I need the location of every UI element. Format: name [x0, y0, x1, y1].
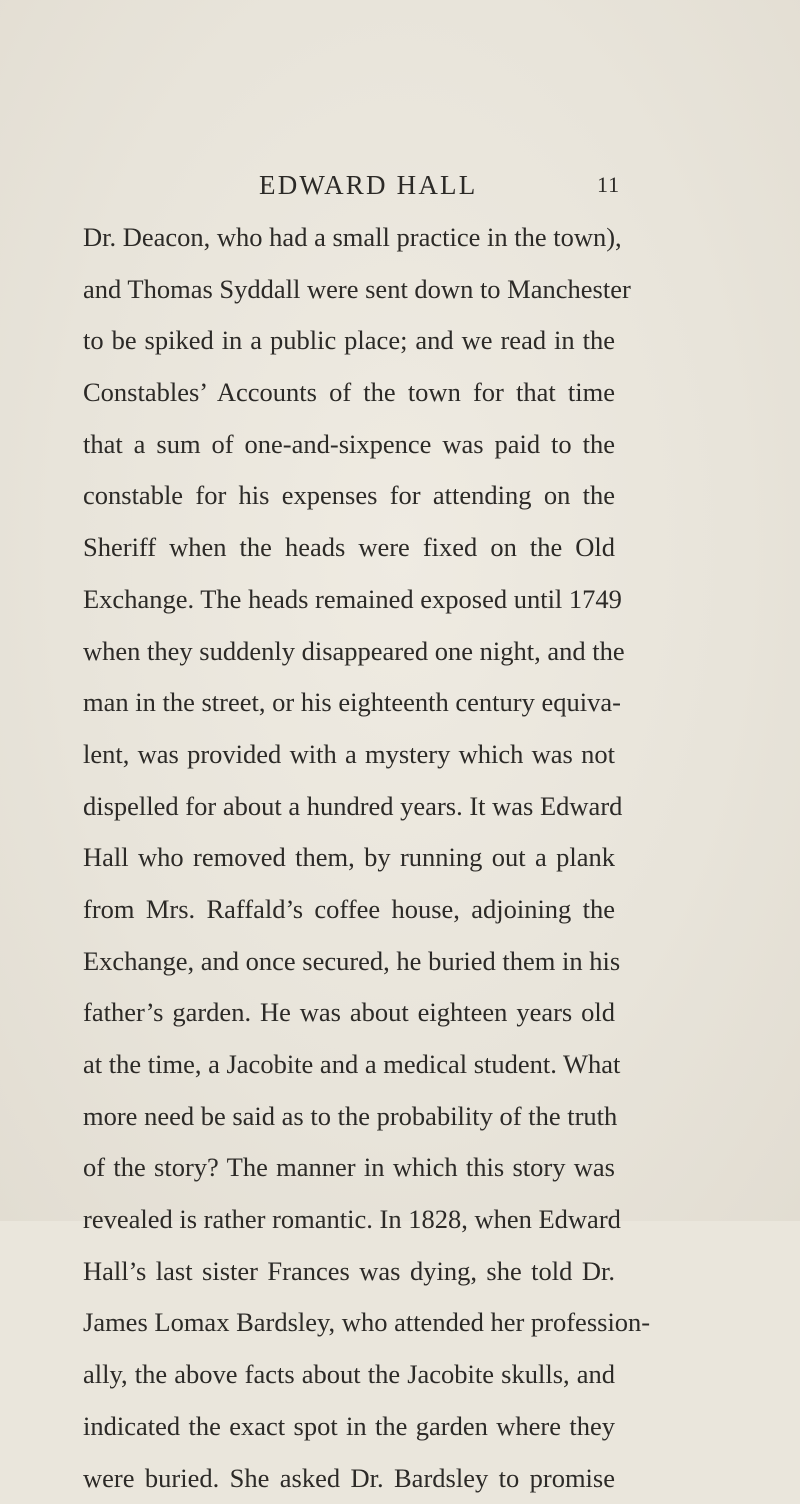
text-line: father’s garden. He was about eighteen years old — [83, 987, 615, 1039]
text-line: that a sum of one-and-sixpence was paid to the — [83, 419, 615, 471]
text-line: Dr. Deacon, who had a small practice in the town), — [83, 212, 615, 264]
text-line: and Thomas Syddall were sent down to Manchester — [83, 264, 615, 316]
running-head — [0, 170, 800, 200]
text-line: man in the street, or his eighteenth century equiva- — [83, 677, 615, 729]
text-line: constable for his expenses for attending on the — [83, 470, 615, 522]
text-line: to be spiked in a public place; and we read in the — [83, 315, 615, 367]
text-line: ally, the above facts about the Jacobite skulls, and — [83, 1349, 615, 1401]
text-line: revealed is rather romantic. In 1828, when Edward — [83, 1194, 615, 1246]
text-line: Exchange, and once secured, he buried them in his — [83, 936, 615, 988]
text-line: dispelled for about a hundred years. It was Edward — [83, 781, 615, 833]
text-line: Sheriff when the heads were fixed on the Old — [83, 522, 615, 574]
text-line: indicated the exact spot in the garden where they — [83, 1401, 615, 1453]
text-line: from Mrs. Raffald’s coffee house, adjoining the — [83, 884, 615, 936]
text-line: more need be said as to the probability of the truth — [83, 1091, 615, 1143]
text-line: lent, was provided with a mystery which was not — [83, 729, 615, 781]
text-line: Hall who removed them, by running out a plank — [83, 832, 615, 884]
text-line: at the time, a Jacobite and a medical student. What — [83, 1039, 615, 1091]
chapter-title: EDWARD HALL — [259, 170, 477, 201]
text-line: of the story? The manner in which this story was — [83, 1142, 615, 1194]
text-line: were buried. She asked Dr. Bardsley to promise — [83, 1453, 615, 1504]
text-line: James Lomax Bardsley, who attended her profession- — [83, 1297, 615, 1349]
text-line: Hall’s last sister Frances was dying, she told Dr. — [83, 1246, 615, 1298]
text-line: Constables’ Accounts of the town for that time — [83, 367, 615, 419]
text-line: when they suddenly disappeared one night, and the — [83, 626, 615, 678]
text-line: Exchange. The heads remained exposed until 1749 — [83, 574, 615, 626]
page-number: 11 — [597, 172, 620, 198]
body-text — [83, 212, 615, 1504]
